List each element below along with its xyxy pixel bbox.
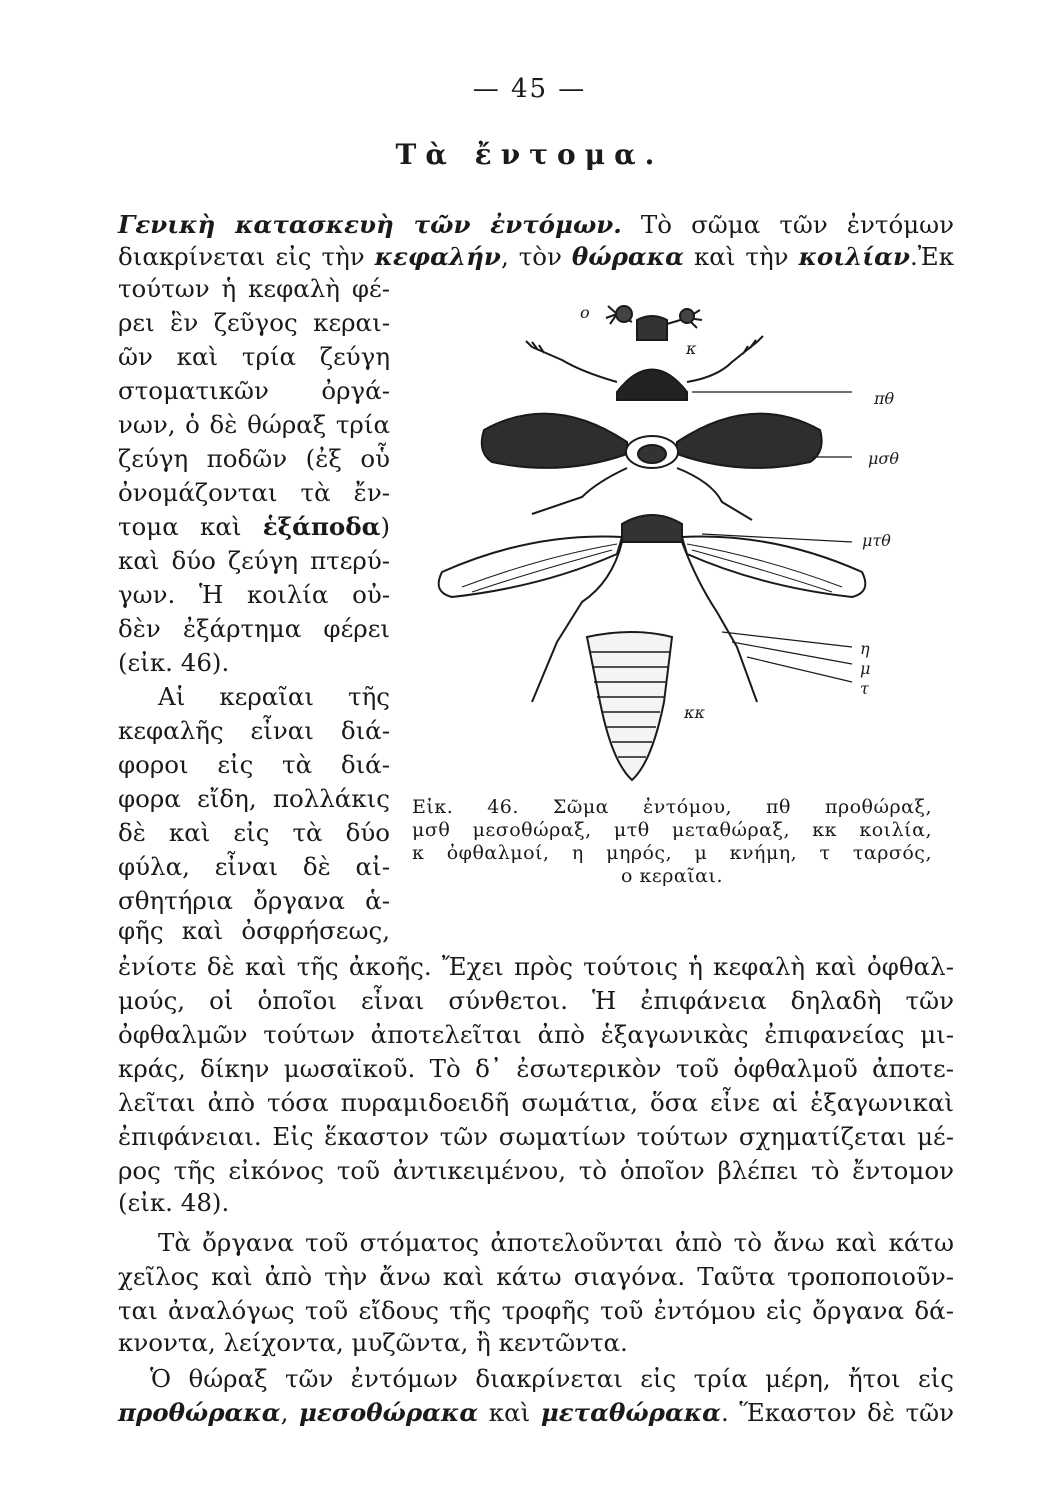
caption-line: μσθ μεσοθώραξ, μτθ μεταθώραξ, κκ κοιλία, [412,819,932,841]
column-line: (εἰκ. 46). [118,648,230,677]
text-run: , [280,1398,299,1427]
caption-line: ο κεραῖαι. [621,865,723,887]
body-line: (εἰκ. 48). [118,1188,230,1217]
column-line: ῶν καὶ τρία ζεύγη [118,342,390,371]
subheading-inline: Γενικὴ κατασκευὴ τῶν ἐντόμων. [118,210,622,239]
page-number: — 45 — [472,74,587,104]
caption-line: κ ὀφθαλμοί, η μηρός, μ κνήμη, τ ταρσός, [412,842,932,864]
label-mu: μ [860,659,871,678]
text-run: . Ἕκαστον δὲ τῶν [721,1398,954,1427]
column-line: στοματικῶν ὀργά- [118,376,390,405]
column-line: κεφαλῆς εἶναι διά- [118,716,390,745]
label-kk: κκ [684,703,705,722]
column-line: φοροι εἰς τὰ διά- [118,750,390,779]
column-line: ρει ἓν ζεῦγος κεραι- [118,308,390,337]
body-line: ἐπιφάνειαι. Εἰς ἕκαστον τῶν σωματίων τούτων σχηματίζεται μέ- [118,1122,954,1151]
abdomen-illustration [587,632,672,780]
text-run: τομα καὶ [118,512,263,541]
column-line: φῆς καὶ ὀσφρήσεως, [118,916,390,945]
label-pth: πθ [874,389,895,408]
term-head: κεφαλήν [374,242,501,271]
body-line: ὀφθαλμῶν τούτων ἀποτελεῖται ἀπὸ ἑξαγωνικὰς ἐπιφανείας μι- [118,1020,954,1049]
column-line: σθητήρια ὄργανα ἁ- [118,886,390,915]
label-eta: η [860,639,870,658]
column-line: νων, ὁ δὲ θώραξ τρία [118,410,390,439]
text-run: καὶ [478,1398,541,1427]
term-mesothorax: μεσοθώρακα [298,1398,479,1427]
intro-line-1 [118,208,954,242]
section-heading: Τὰ ἔντομα. [395,138,664,171]
caption-line: Εἰκ. 46. Σῶμα ἐντόμου, πθ προθώραξ, [412,796,932,818]
prothorax-illustration [526,336,763,400]
label-tau: τ [860,679,869,698]
label-o: ο [580,303,590,322]
intro-text: Τὸ σῶμα τῶν ἐντόμων [621,210,954,239]
head-illustration [637,316,667,340]
label-msth: μσθ [868,449,899,468]
column-line [118,510,390,544]
body-line: Ὁ θώραξ τῶν ἐντόμων διακρίνεται εἰς τρία μέρη, ἤτοι εἰς [150,1364,954,1393]
column-line: φορα εἴδη, πολλάκις [118,784,390,813]
column-line: φύλα, εἶναι δὲ αἰ- [118,852,390,881]
body-line [118,1396,954,1430]
term-hexapoda: ἑξάποδα [262,512,381,541]
body-line: κράς, δίκην μωσαϊκοῦ. Τὸ δ᾽ ἐσωτερικὸν τοῦ ὀφθαλμοῦ ἀποτε- [118,1054,954,1083]
body-line: ρος τῆς εἰκόνος τοῦ ἀντικειμένου, τὸ ὁποῖον βλέπει τὸ ἔντομον [118,1156,954,1185]
term-metathorax: μεταθώρακα [540,1398,722,1427]
column-line: δὲ καὶ εἰς τὰ δύο [118,818,390,847]
column-line: καὶ δύο ζεύγη πτερύ- [118,546,390,575]
mesothorax-illustration [482,414,822,520]
insect-body-figure [412,292,952,792]
label-k: κ [686,339,697,358]
column-line: ὀνομάζονται τὰ ἔν- [118,478,390,507]
figure-caption [412,796,932,888]
text-run: καὶ τὴν [683,242,799,271]
body-line: ἐνίοτε δὲ καὶ τῆς ἀκοῆς. Ἔχει πρὸς τούτοις ἡ κεφαλὴ καὶ ὀφθαλ- [118,952,954,981]
column-line: τούτων ἡ κεφαλὴ φέ- [118,274,390,303]
column-line: Αἱ κεραῖαι τῆς [158,682,390,711]
term-prothorax: προθώρακα [118,1398,281,1427]
body-line: κνοντα, λείχοντα, μυζῶντα, ἢ κεντῶντα. [118,1328,628,1357]
body-line: ται ἀναλόγως τοῦ εἴδους τῆς τροφῆς τοῦ ἐντόμου εἰς ὄργανα δά- [118,1296,954,1325]
term-thorax: θώρακα [571,242,684,271]
column-line: ζεύγη ποδῶν (ἐξ οὗ [118,444,390,473]
body-line: μούς, οἱ ὁποῖοι εἶναι σύνθετοι. Ἡ ἐπιφάνεια δηλαδὴ τῶν [118,986,954,1015]
label-mtth: μτθ [862,531,891,550]
term-abdomen: κοιλίαν [798,242,911,271]
body-line: χεῖλος καὶ ἀπὸ τὴν ἄνω καὶ κάτω σιαγόνα. Ταῦτα τροποποιοῦν- [118,1262,954,1291]
intro-line-2 [118,240,954,274]
column-line: γων. Ἡ κοιλία οὐ- [118,580,390,609]
body-line: λεῖται ἀπὸ τόσα πυραμιδοειδῆ σωμάτια, ὅσα εἶνε αἱ ἑξαγωνικαὶ [118,1088,954,1117]
text-run: , τὸν [500,242,572,271]
column-line: δὲν ἐξάρτημα φέρει [118,614,390,643]
text-run: .Ἐκ [910,242,955,271]
text-run: ) [380,512,390,541]
text-run: διακρίνεται εἰς τὴν [118,242,375,271]
body-line: Τὰ ὄργανα τοῦ στόματος ἀποτελοῦνται ἀπὸ τὸ ἄνω καὶ κάτω [158,1228,954,1257]
